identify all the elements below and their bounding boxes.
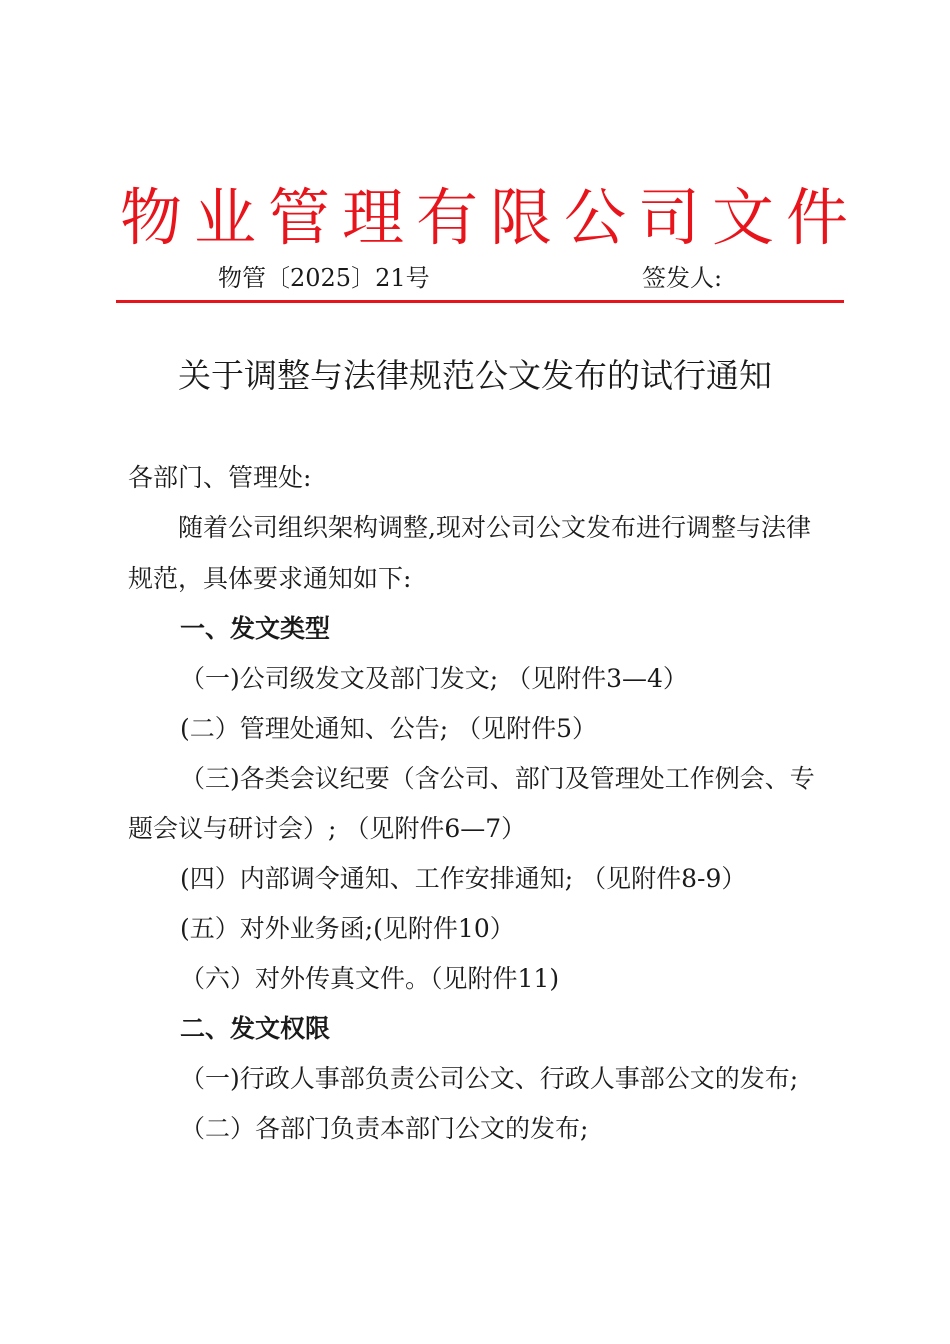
list-item: (五）对外业务函;(见附件10）	[180, 914, 515, 943]
list-item: （三)各类会议纪要（含公司、部门及管理处工作例会、专	[180, 764, 815, 793]
signer-label: 签发人:	[642, 264, 723, 292]
list-item: （一)行政人事部负责公司公文、行政人事部公文的发布;	[180, 1064, 799, 1093]
section-heading-types: 一、发文类型	[180, 614, 331, 643]
list-item: （六）对外传真文件。（见附件11)	[180, 964, 560, 993]
list-item: （一)公司级发文及部门发文; （见附件3—4）	[180, 664, 688, 693]
red-header-rule	[116, 300, 844, 303]
intro-line-2: 规范，具体要求通知如下:	[128, 564, 412, 593]
intro-line-1: 随着公司组织架构调整,现对公司公文发布进行调整与法律	[178, 513, 811, 542]
list-item: （二）各部门负责本部门公文的发布;	[180, 1114, 589, 1143]
document-number: 物管〔2025〕21号	[218, 264, 430, 292]
section-heading-authority: 二、发文权限	[180, 1014, 331, 1043]
list-item-continuation: 题会议与研讨会）; （见附件6—7）	[128, 814, 527, 843]
notice-title: 关于调整与法律规范公文发布的试行通知	[178, 356, 772, 395]
list-item: (四）内部调令通知、工作安排通知; （见附件8-9）	[180, 864, 747, 893]
salutation: 各部门、管理处:	[128, 463, 312, 492]
list-item: (二）管理处通知、公告; （见附件5）	[180, 714, 598, 743]
org-title: 物业管理有限公司文件	[120, 181, 861, 254]
